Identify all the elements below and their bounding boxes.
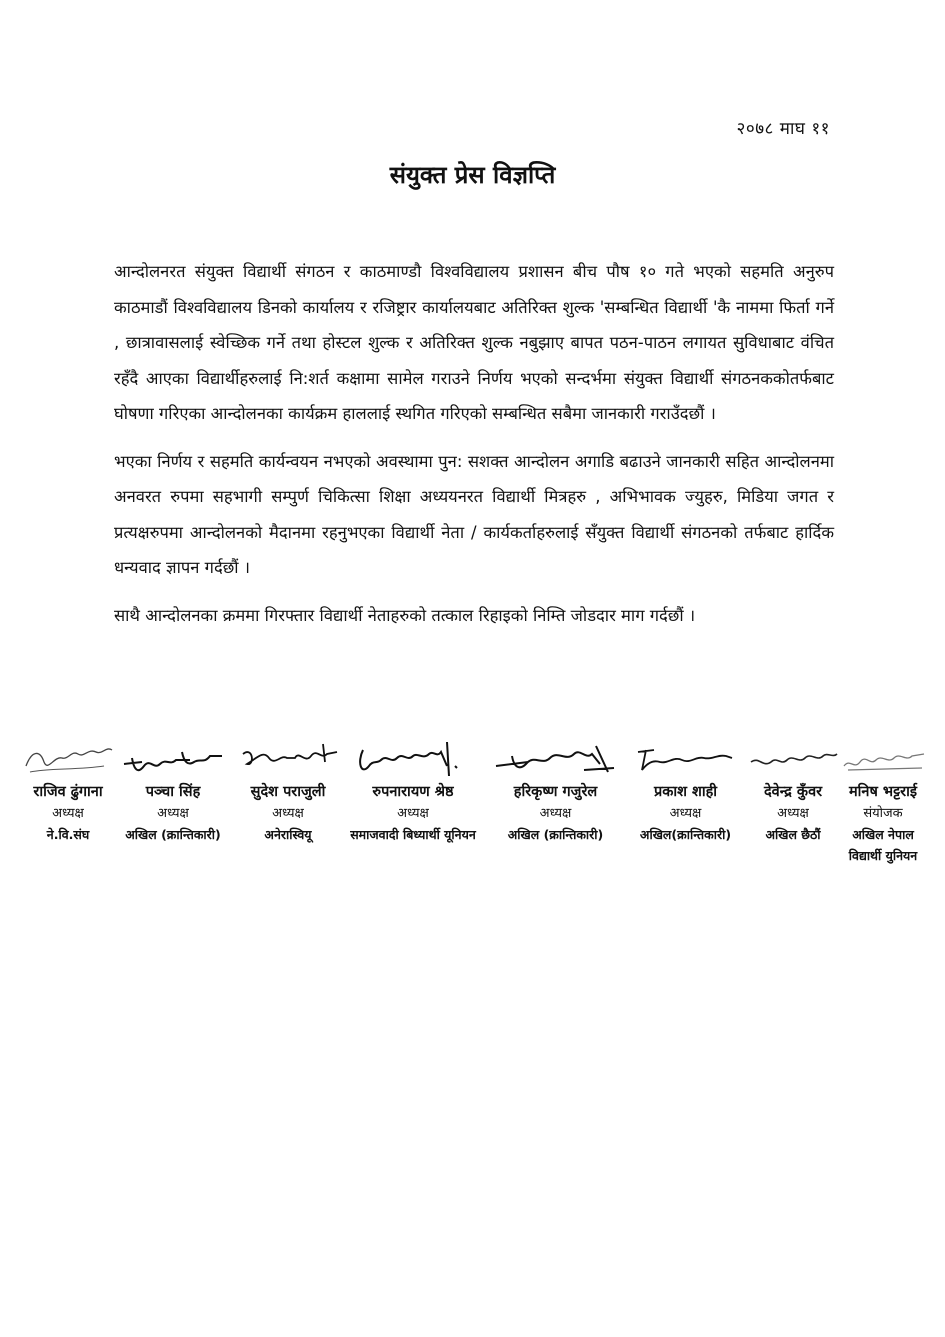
signature-2-icon — [118, 736, 228, 782]
signatory-org: अखिल नेपाल — [852, 827, 914, 842]
paragraph-3: साथै आन्दोलनका क्रममा गिरफ्तार विद्यार्थी नेताहरुको तत्काल रिहाइको निम्ति जोडदार माग गर्दछौं । — [114, 605, 696, 625]
signatory-org-line2: विद्यार्थी युनियन — [848, 848, 918, 863]
signatory-1 — [18, 736, 118, 845]
signature-8-icon — [838, 736, 928, 782]
signatory-role: अध्यक्ष — [52, 806, 84, 821]
signatory-org: समाजवादी बिध्यार्थी यूनियन — [350, 827, 476, 842]
signatory-org: अखिल(क्रान्तिकारी) — [639, 827, 732, 842]
signatories-block — [18, 736, 928, 876]
signatory-5 — [488, 736, 623, 845]
signatory-org: ने.वि.संघ — [46, 827, 90, 842]
signature-1-icon — [18, 736, 118, 782]
document-title: संयुक्त प्रेस विज्ञप्ति — [389, 161, 556, 189]
signature-3-icon — [233, 736, 343, 782]
document-body — [114, 254, 834, 645]
signatory-role: अध्यक्ष — [669, 806, 702, 821]
signatory-name: पञ्चा सिंह — [145, 784, 201, 800]
signatory-role: अध्यक्ष — [777, 806, 809, 821]
signatory-2 — [118, 736, 228, 845]
signatory-role: अध्यक्ष — [539, 806, 572, 821]
signatory-7 — [743, 736, 843, 845]
signatory-6 — [628, 736, 743, 845]
signatory-role: अध्यक्ष — [272, 806, 304, 821]
signatory-name: प्रकाश शाही — [653, 784, 718, 800]
signatory-org: अखिल छैठौं — [765, 827, 821, 842]
signatory-role: अध्यक्ष — [157, 806, 189, 821]
signatory-name: सुदेश पराजुली — [250, 784, 326, 800]
signatory-role: संयोजक — [863, 806, 903, 821]
signatory-org: अनेरास्वियू — [264, 827, 312, 842]
document-date: २०७८ माघ ११ — [736, 119, 830, 139]
signature-4-icon — [343, 736, 483, 782]
signatory-name: देवेन्द्र कुँवर — [763, 784, 823, 800]
signature-5-icon — [488, 736, 623, 782]
signatory-3 — [233, 736, 343, 845]
signature-7-icon — [743, 736, 843, 782]
signatory-8 — [838, 736, 928, 866]
signatory-4 — [343, 736, 483, 845]
signatory-name: राजिव ढुंगाना — [33, 784, 103, 800]
paragraph-1: आन्दोलनरत संयुक्त विद्यार्थी संगठन र काठमाण्डौ विश्वविद्यालय प्रशासन बीच पौष १० गते भएको सहमति अनुरुप काठमाडौं विश्वविद्यालय डिनको कार्यालय र रजिष्ट्रार कार्यालयबाट अतिरिक्त शुल्क 'सम्बन्धित विद्यार्थी 'कै नाममा फिर्ता गर्ने , छात्रावासलाई स्वेच्छिक गर्ने तथा होस्टल शुल्क र अतिरिक्त शुल्क नबुझाए बापत पठन-पाठन लगायत सुविधाबाट वंचित रहँदै आएका विद्यार्थीहरुलाई नि:शर्त कक्षामा सामेल गराउने निर्णय भएको सन्दर्भमा संयुक्त विद्यार्थी संगठनककोतर्फबाट घोषणा गरिएका आन्दोलनका कार्यक्रम हाललाई स्थगित गरिएको सम्बन्धित सबैमा जानकारी गराउँदछौं । — [114, 262, 834, 423]
signatory-org: अखिल (क्रान्तिकारी) — [507, 827, 604, 842]
paragraph-2: भएका निर्णय र सहमति कार्यन्वयन नभएको अवस्थामा पुन: सशक्त आन्दोलन अगाडि बढाउने जानकारी सहित आन्दोलनमा अनवरत रुपमा सहभागी सम्पुर्ण चिकित्सा शिक्षा अध्ययनरत विद्यार्थी मित्रहरु , अभिभावक ज्युहरु, मिडिया जगत र प्रत्यक्षरुपमा आन्दोलनको मैदानमा रहनुभएका विद्यार्थी नेता / कार्यकर्ताहरुलाई सँयुक्त विद्यार्थी संगठनको तर्फबाट हार्दिक धन्यवाद ज्ञापन गर्दछौं । — [114, 451, 834, 577]
signature-6-icon — [628, 736, 743, 782]
signatory-org: अखिल (क्रान्तिकारी) — [125, 827, 221, 842]
signatory-name: मनिष भट्टराई — [849, 784, 917, 800]
signatory-name: हरिकृष्ण गजुरेल — [513, 784, 598, 800]
signatory-role: अध्यक्ष — [397, 806, 429, 821]
signatory-name: रुपनारायण श्रेष्ठ — [372, 784, 454, 800]
